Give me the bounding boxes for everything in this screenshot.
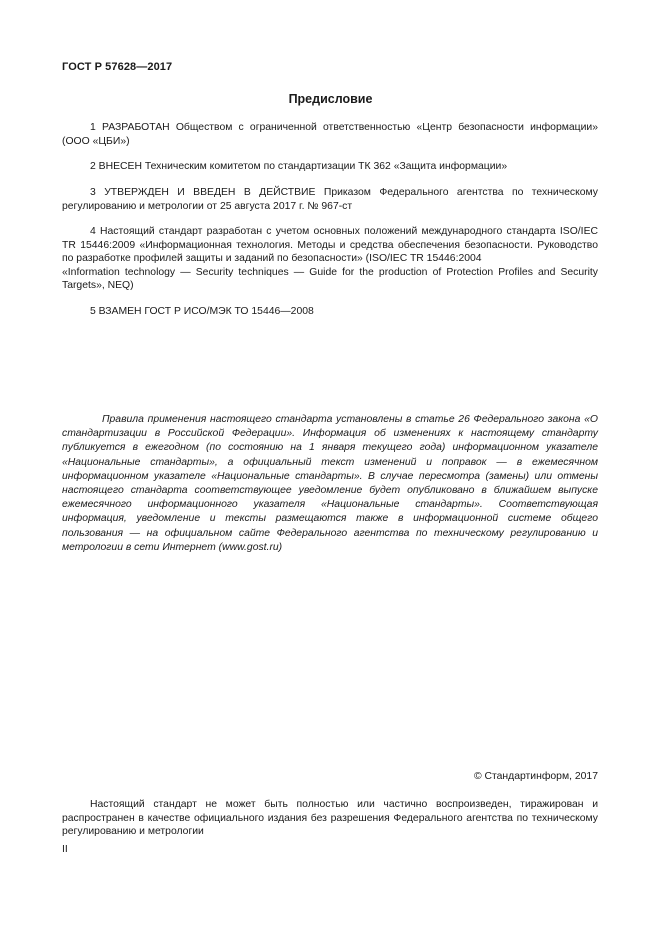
foreword-item-1: 1 РАЗРАБОТАН Обществом с ограниченной ответственностью «Центр безопасности информации» (ООО «ЦБИ»): [62, 122, 598, 147]
reproduction-rights-notice: Настоящий стандарт не может быть полностью или частично воспроизведен, тиражирован и распространен в качестве официального издания без разрешения Федерального агентства по техническому регулированию и метрологии: [62, 799, 598, 838]
copyright-notice: © Стандартинформ, 2017: [473, 771, 598, 782]
section-title: Предисловие: [288, 92, 373, 106]
application-rules-note: Правила применения настоящего стандарта установлены в статье 26 Федерального закона «О стандартизации в Российской Федерации». Информация об изменениях к настоящему стандарту публикуется в ежегодном (по состоянию на 1 января текущего года) информационном указателе «Национальные стандарты», а официальный текст изменений и поправок — в ежемесячном информационном указателе «Национальные стандарты». В случае пересмотра (замены) или отмены настоящего стандарта соответствующее уведомление будет опубликовано в ближайшем выпуске ежемесячного информационного указателя «Национальные стандарты». Соответствующая информация, уведомление и тексты размещаются также в информационной системе общего пользования — на официальном сайте Федерального агентства по техническому регулированию и метрологии в сети Интернет (www.gost.ru): [62, 414, 598, 553]
foreword-item-5: 5 ВЗАМЕН ГОСТ Р ИСО/МЭК ТО 15446—2008: [90, 306, 314, 317]
page-number: II: [62, 844, 68, 855]
foreword-item-4-continuation: «Information technology — Security techniques — Guide for the production of Protection Profiles and Security Targets», NEQ): [62, 266, 598, 292]
foreword-item-2: 2 ВНЕСЕН Техническим комитетом по стандартизации ТК 362 «Защита информации»: [90, 161, 508, 172]
foreword-item-3: 3 УТВЕРЖДЕН И ВВЕДЕН В ДЕЙСТВИЕ Приказом Федерального агентства по техническому регулированию и метрологии от 25 августа 2017 г. № 967-ст: [62, 187, 598, 212]
foreword-item-4: [62, 225, 598, 293]
document-code: ГОСТ Р 57628—2017: [62, 61, 173, 73]
foreword-item-4-main: 4 Настоящий стандарт разработан с учетом основных положений международного стандарта ISO/IEC TR 15446:2009 «Информационная технология. Методы и средства обеспечения безопасности. Руководство по разработке профилей защиты и заданий по безопасности» (ISO/IEC TR 15446:2004: [62, 226, 598, 265]
